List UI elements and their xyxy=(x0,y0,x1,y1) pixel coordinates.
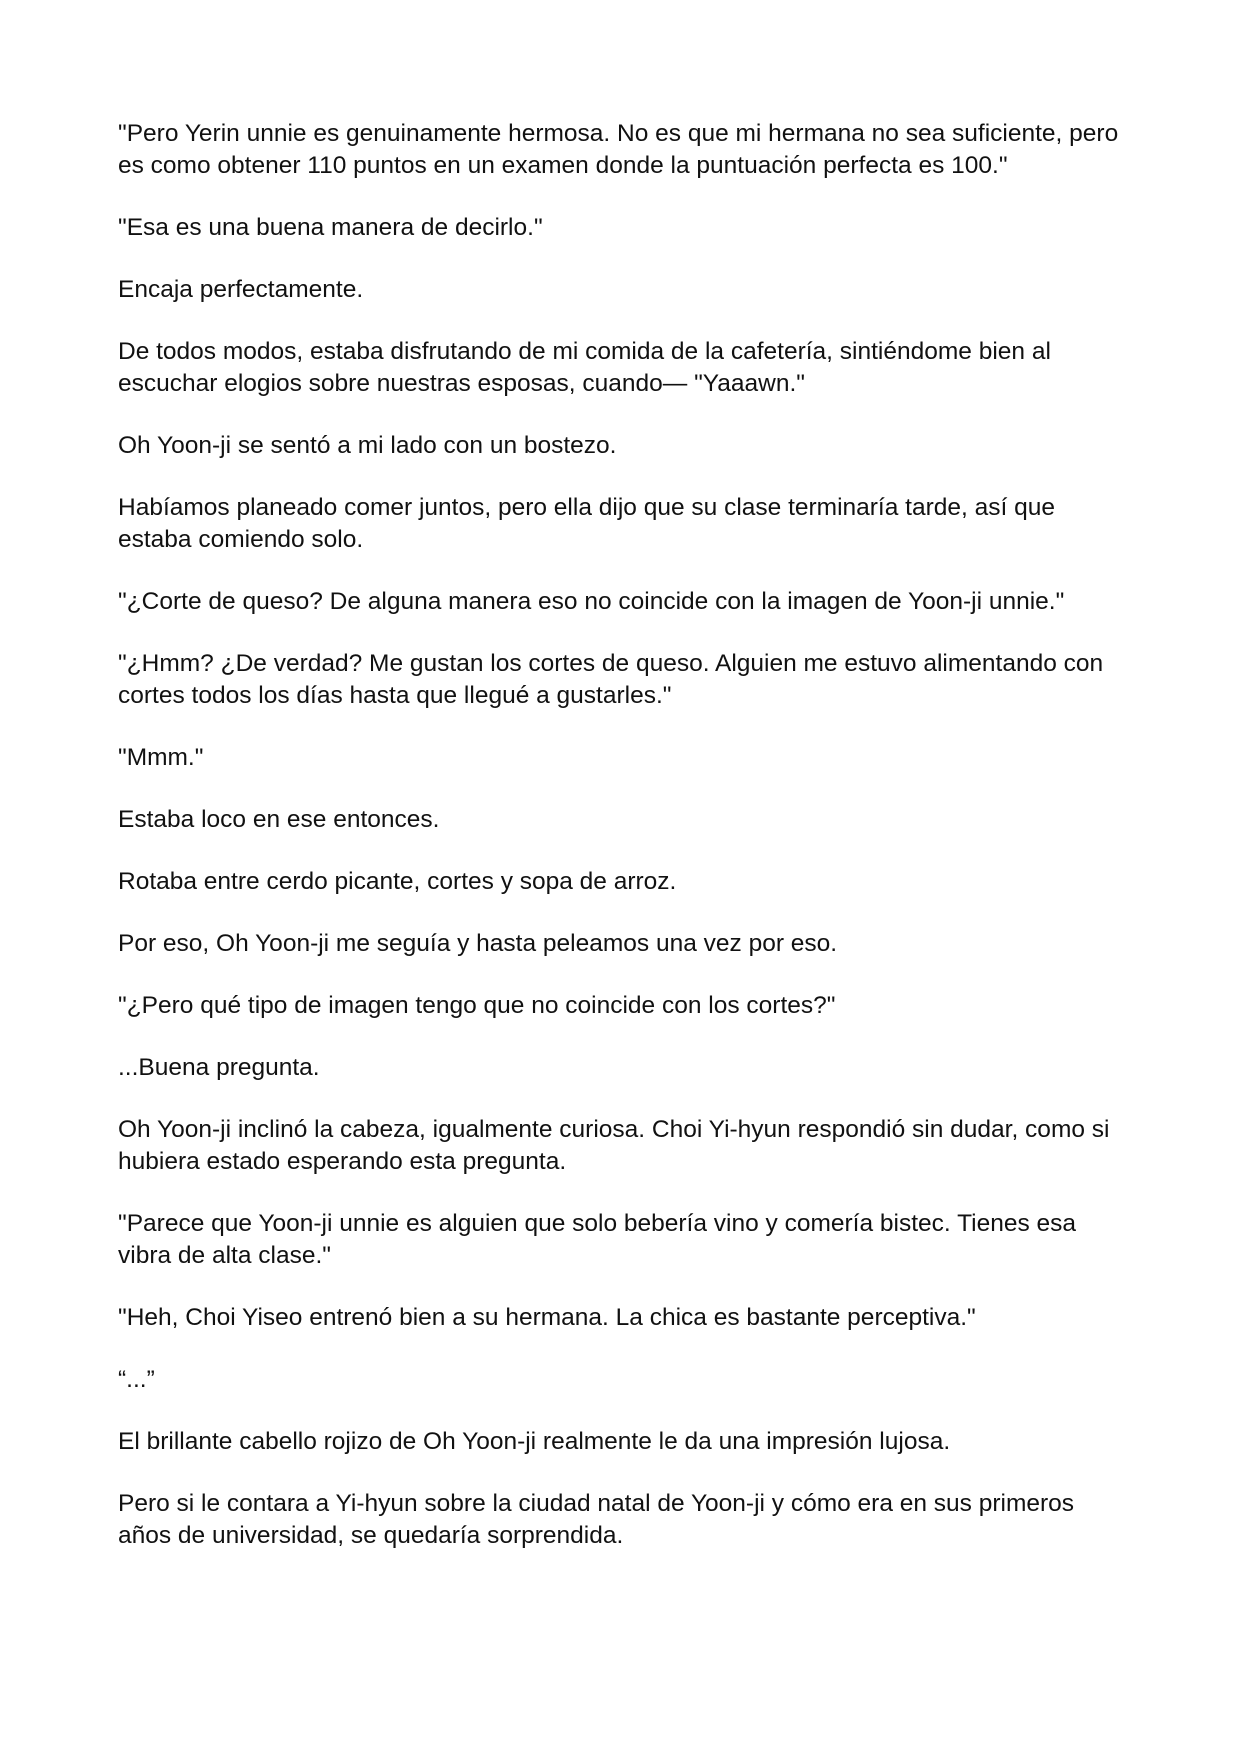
paragraph: Habíamos planeado comer juntos, pero ella dijo que su clase terminaría tarde, así que estaba comiendo solo. xyxy=(118,494,1055,553)
paragraph: Encaja perfectamente. xyxy=(118,276,364,303)
paragraph: "¿Pero qué tipo de imagen tengo que no coincide con los cortes?" xyxy=(118,992,836,1019)
paragraph: De todos modos, estaba disfrutando de mi comida de la cafetería, sintiéndome bien al escuchar elogios sobre nuestras esposas, cuando— "Yaaawn." xyxy=(118,338,1051,397)
paragraph: “...” xyxy=(118,1366,155,1393)
document-body xyxy=(118,118,1128,1582)
paragraph: Estaba loco en ese entonces. xyxy=(118,806,440,833)
paragraph: "¿Corte de queso? De alguna manera eso no coincide con la imagen de Yoon-ji unnie." xyxy=(118,588,1065,615)
paragraph: "Esa es una buena manera de decirlo." xyxy=(118,214,543,241)
paragraph: Por eso, Oh Yoon-ji me seguía y hasta peleamos una vez por eso. xyxy=(118,930,838,957)
paragraph: Rotaba entre cerdo picante, cortes y sopa de arroz. xyxy=(118,868,677,895)
paragraph: El brillante cabello rojizo de Oh Yoon-ji realmente le da una impresión lujosa. xyxy=(118,1428,951,1455)
paragraph: Pero si le contara a Yi-hyun sobre la ciudad natal de Yoon-ji y cómo era en sus primeros años de universidad, se quedaría sorprendida. xyxy=(118,1490,1075,1549)
paragraph: "Parece que Yoon-ji unnie es alguien que solo bebería vino y comería bistec. Tienes esa vibra de alta clase." xyxy=(118,1210,1077,1269)
paragraph: Oh Yoon-ji inclinó la cabeza, igualmente curiosa. Choi Yi-hyun respondió sin dudar, como si hubiera estado esperando esta pregunta. xyxy=(118,1116,1110,1175)
paragraph: ...Buena pregunta. xyxy=(118,1054,320,1081)
paragraph: "Mmm." xyxy=(118,744,204,771)
paragraph: Oh Yoon-ji se sentó a mi lado con un bostezo. xyxy=(118,432,617,459)
paragraph: "¿Hmm? ¿De verdad? Me gustan los cortes de queso. Alguien me estuvo alimentando con cortes todos los días hasta que llegué a gustarles." xyxy=(118,650,1104,709)
paragraph: "Pero Yerin unnie es genuinamente hermosa. No es que mi hermana no sea suficiente, pero es como obtener 110 puntos en un examen donde la puntuación perfecta es 100." xyxy=(118,120,1119,179)
paragraph: "Heh, Choi Yiseo entrenó bien a su hermana. La chica es bastante perceptiva." xyxy=(118,1304,976,1331)
